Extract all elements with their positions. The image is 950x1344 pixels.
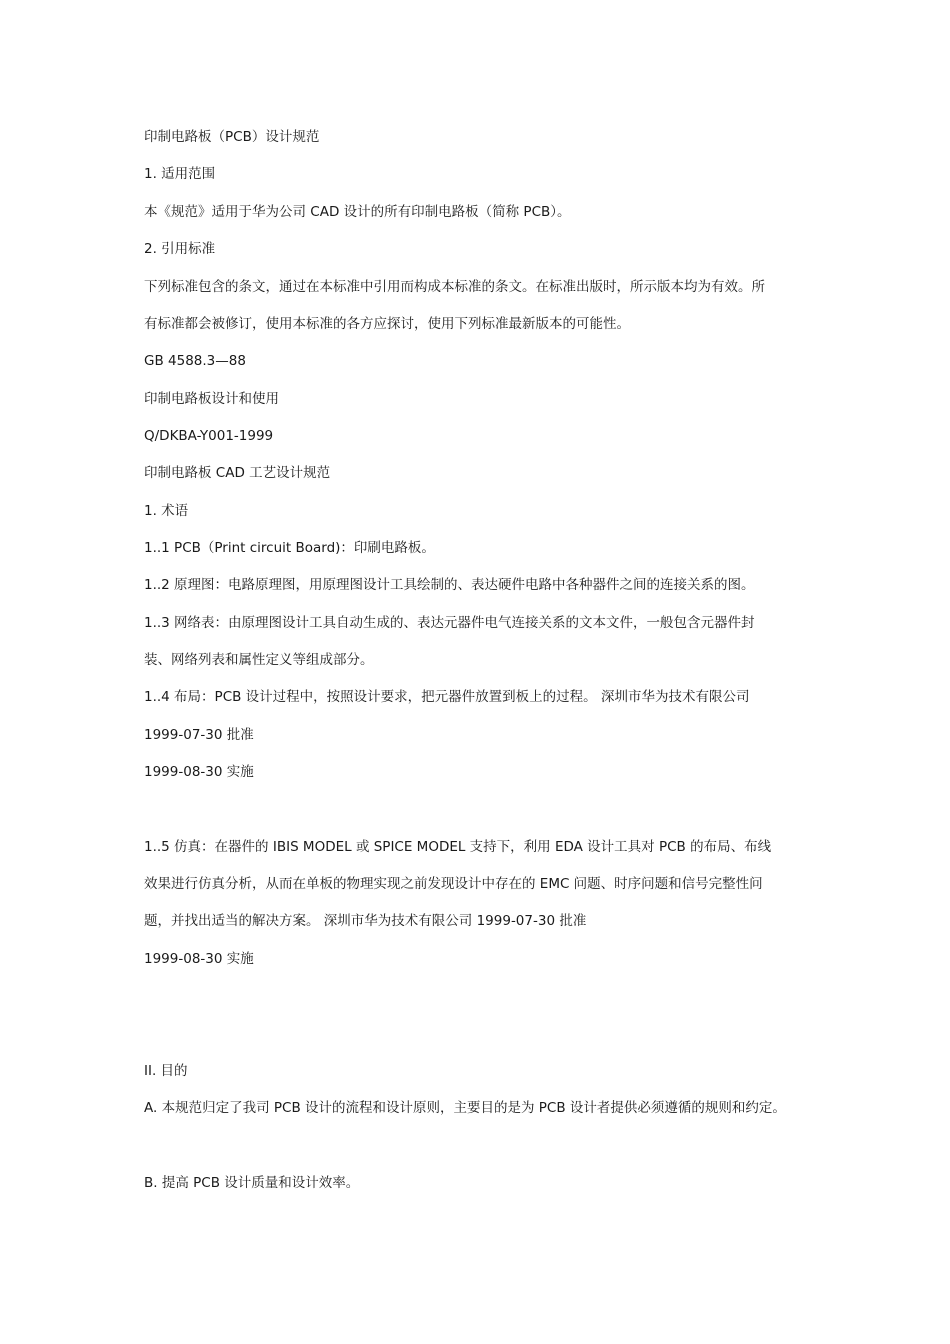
section-heading: 1. 适用范围 bbox=[144, 166, 216, 182]
effective-date: 1999-08-30 实施 bbox=[144, 951, 254, 967]
standard-name: 印制电路板设计和使用 bbox=[144, 391, 279, 407]
approval-date: 1999-07-30 批准 bbox=[144, 727, 254, 743]
purpose-item: B. 提高 PCB 设计质量和设计效率。 bbox=[144, 1175, 360, 1191]
purpose-item: A. 本规范归定了我司 PCB 设计的流程和设计原则，主要目的是为 PCB 设计者提供必须遵循的规则和约定。 bbox=[144, 1100, 786, 1116]
effective-date: 1999-08-30 实施 bbox=[144, 764, 254, 780]
term-item-continued: 题，并找出适当的解决方案。 深圳市华为技术有限公司 1999-07-30 批准 bbox=[144, 913, 587, 929]
standard-name: 印制电路板 CAD 工艺设计规范 bbox=[144, 465, 331, 481]
term-item-continued: 装、网络列表和属性定义等组成部分。 bbox=[144, 652, 374, 668]
section-heading: 2. 引用标准 bbox=[144, 241, 216, 257]
paragraph-line: 本《规范》适用于华为公司 CAD 设计的所有印制电路板（简称 PCB）。 bbox=[144, 204, 571, 220]
term-item: 1..1 PCB（Print circuit Board)：印刷电路板。 bbox=[144, 540, 435, 556]
term-item: 1..2 原理图：电路原理图，用原理图设计工具绘制的、表达硬件电路中各种器件之间的连接关系的图。 bbox=[144, 577, 755, 593]
standard-code: GB 4588.3—88 bbox=[144, 353, 246, 369]
paragraph-line: 下列标准包含的条文，通过在本标准中引用而构成本标准的条文。在标准出版时，所示版本均为有效。所 bbox=[144, 279, 765, 295]
section-heading: II. 目的 bbox=[144, 1063, 188, 1079]
paragraph-line: 有标准都会被修订，使用本标准的各方应探讨，使用下列标准最新版本的可能性。 bbox=[144, 316, 630, 332]
term-item: 1..5 仿真：在器件的 IBIS MODEL 或 SPICE MODEL 支持下，利用 EDA 设计工具对 PCB 的布局、布线 bbox=[144, 839, 772, 855]
term-item: 1..4 布局：PCB 设计过程中，按照设计要求，把元器件放置到板上的过程。 深圳市华为技术有限公司 bbox=[144, 689, 750, 705]
standard-code: Q/DKBA-Y001-1999 bbox=[144, 428, 274, 444]
document-title: 印制电路板（PCB）设计规范 bbox=[144, 129, 320, 145]
term-item: 1..3 网络表：由原理图设计工具自动生成的、表达元器件电气连接关系的文本文件，一般包含元器件封 bbox=[144, 615, 755, 631]
term-item-continued: 效果进行仿真分析，从而在单板的物理实现之前发现设计中存在的 EMC 问题、时序问题和信号完整性问 bbox=[144, 876, 763, 892]
section-heading: 1. 术语 bbox=[144, 503, 189, 519]
